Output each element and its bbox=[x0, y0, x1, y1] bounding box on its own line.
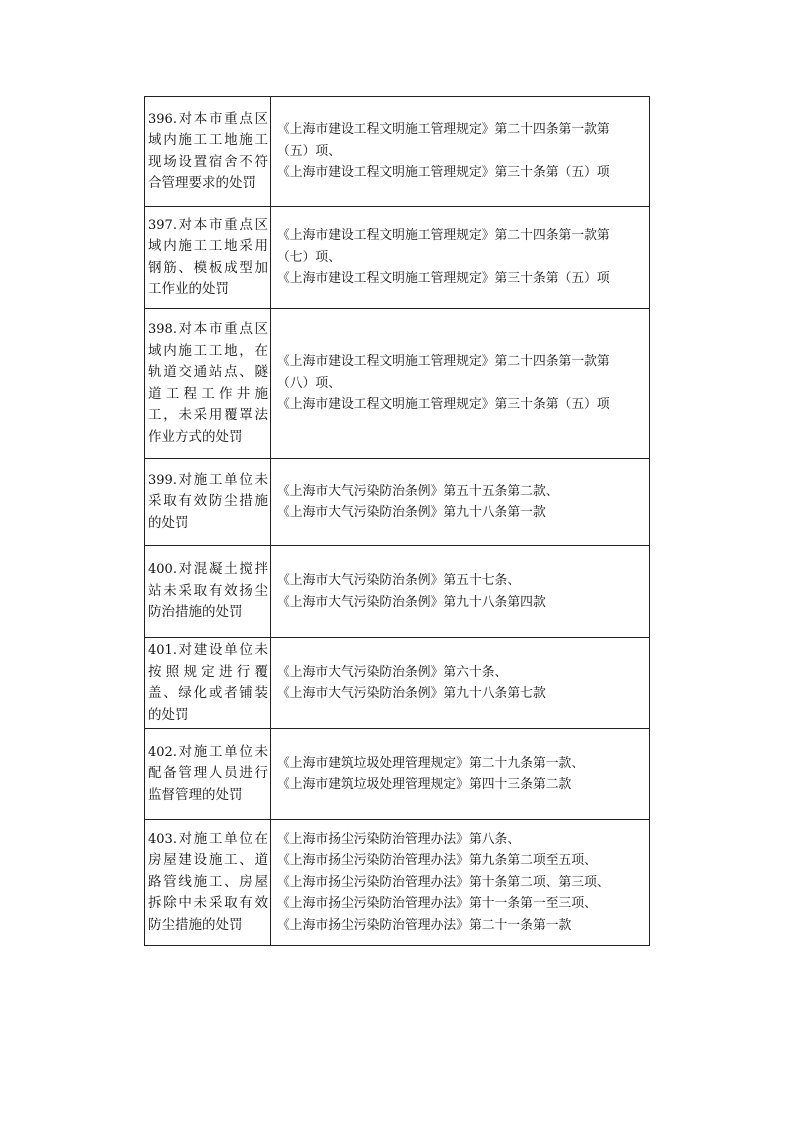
item-description: 对本市重点区域内施工工地施工现场设置宿舍不符合管理要求的处罚 bbox=[148, 110, 268, 191]
item-number: 398. bbox=[148, 322, 177, 337]
item-text bbox=[148, 319, 268, 448]
item-description: 对本市重点区域内施工工地采用钢筋、模板成型加工作业的处罚 bbox=[148, 216, 268, 297]
item-cell bbox=[145, 546, 271, 638]
basis-cell bbox=[271, 638, 650, 729]
item-text bbox=[148, 215, 268, 301]
basis-cell bbox=[271, 207, 650, 309]
table-row bbox=[145, 309, 650, 459]
basis-line: 《上海市大气污染防治条例》第九十八条第七款 bbox=[277, 686, 546, 701]
basis-line: 《上海市扬尘污染防治管理办法》第八条、 bbox=[277, 831, 521, 847]
item-cell bbox=[145, 459, 271, 546]
law-basis-table bbox=[144, 96, 650, 946]
item-description: 对施工单位在房屋建设施工、道路管线施工、房屋拆除中未采取有效防尘措施的处罚 bbox=[148, 830, 268, 933]
basis-cell bbox=[271, 820, 650, 946]
basis-line: 《上海市大气污染防治条例》第九十八条第一款 bbox=[277, 505, 546, 520]
basis-line: 《上海市建设工程文明施工管理规定》第二十四条第一款第 bbox=[277, 228, 610, 244]
table-row bbox=[145, 820, 650, 946]
item-description: 对混凝土搅拌站未采取有效扬尘防治措施的处罚 bbox=[148, 561, 268, 621]
basis-cell bbox=[271, 546, 650, 638]
basis-cell bbox=[271, 97, 650, 207]
item-number: 396. bbox=[148, 111, 177, 127]
basis-line: （五）项、 bbox=[277, 143, 341, 159]
item-number: 403. bbox=[148, 831, 177, 847]
basis-cell bbox=[271, 729, 650, 820]
item-description: 对建设单位未按照规定进行覆盖、绿化或者铺装的处罚 bbox=[148, 642, 268, 723]
basis-line: 《上海市建设工程文明施工管理规定》第二十四条第一款第 bbox=[277, 354, 610, 370]
item-text bbox=[148, 742, 268, 807]
table-row bbox=[145, 638, 650, 729]
basis-line: 《上海市扬尘污染防治管理办法》第二十一条第一款 bbox=[277, 917, 572, 933]
basis-line: 《上海市建设工程文明施工管理规定》第三十条第（五）项 bbox=[277, 271, 610, 287]
basis-cell bbox=[271, 459, 650, 546]
basis-line: 《上海市扬尘污染防治管理办法》第十条第二项、第三项、 bbox=[277, 874, 610, 890]
item-cell bbox=[145, 309, 271, 459]
basis-line: 《上海市大气污染防治条例》第六十条、 bbox=[277, 664, 508, 680]
basis-line: 《上海市大气污染防治条例》第九十八条第四款 bbox=[277, 594, 546, 610]
item-number: 399. bbox=[148, 472, 177, 488]
table-row bbox=[145, 459, 650, 546]
basis-line: 《上海市建设工程文明施工管理规定》第三十条第（五）项 bbox=[277, 397, 610, 413]
item-cell bbox=[145, 638, 271, 729]
basis-line: 《上海市扬尘污染防治管理办法》第十一条第一至三项、 bbox=[277, 896, 597, 912]
item-number: 402. bbox=[148, 744, 177, 760]
basis-line: 《上海市建设工程文明施工管理规定》第二十四条第一款第 bbox=[277, 122, 610, 138]
table-row bbox=[145, 729, 650, 820]
basis-line: （七）项、 bbox=[277, 249, 341, 265]
table-row bbox=[145, 546, 650, 638]
item-cell bbox=[145, 97, 271, 207]
basis-line: 《上海市扬尘污染防治管理办法》第九条第二项至五项、 bbox=[277, 853, 597, 869]
item-number: 397. bbox=[148, 217, 177, 233]
law-basis-table-body bbox=[145, 97, 650, 946]
item-text bbox=[148, 109, 268, 195]
item-text bbox=[148, 640, 268, 726]
item-description: 对施工单位未配备管理人员进行监督管理的处罚 bbox=[148, 743, 268, 803]
item-cell bbox=[145, 729, 271, 820]
basis-line: 《上海市建筑垃圾处理管理规定》第四十三条第二款 bbox=[277, 777, 572, 792]
table-row bbox=[145, 97, 650, 207]
item-description: 对施工单位未采取有效防尘措施的处罚 bbox=[148, 471, 268, 531]
basis-line: 《上海市建筑垃圾处理管理规定》第二十九条第一款、 bbox=[277, 755, 585, 771]
item-description: 对本市重点区域内施工工地，在轨道交通站点、隧道工程工作井施工，未采用覆罩法作业方式的处罚 bbox=[148, 321, 268, 445]
item-number: 401. bbox=[148, 643, 177, 658]
table-row bbox=[145, 207, 650, 309]
item-text bbox=[148, 559, 268, 624]
item-text bbox=[148, 470, 268, 535]
basis-line: （八）项、 bbox=[277, 375, 341, 391]
basis-line: 《上海市建设工程文明施工管理规定》第三十条第（五）项 bbox=[277, 165, 610, 181]
basis-line: 《上海市大气污染防治条例》第五十五条第二款、 bbox=[277, 483, 559, 499]
basis-line: 《上海市大气污染防治条例》第五十七条、 bbox=[277, 573, 521, 588]
basis-cell bbox=[271, 309, 650, 459]
item-number: 400. bbox=[148, 562, 177, 578]
item-cell bbox=[145, 207, 271, 309]
item-cell bbox=[145, 820, 271, 946]
item-text bbox=[148, 829, 268, 937]
